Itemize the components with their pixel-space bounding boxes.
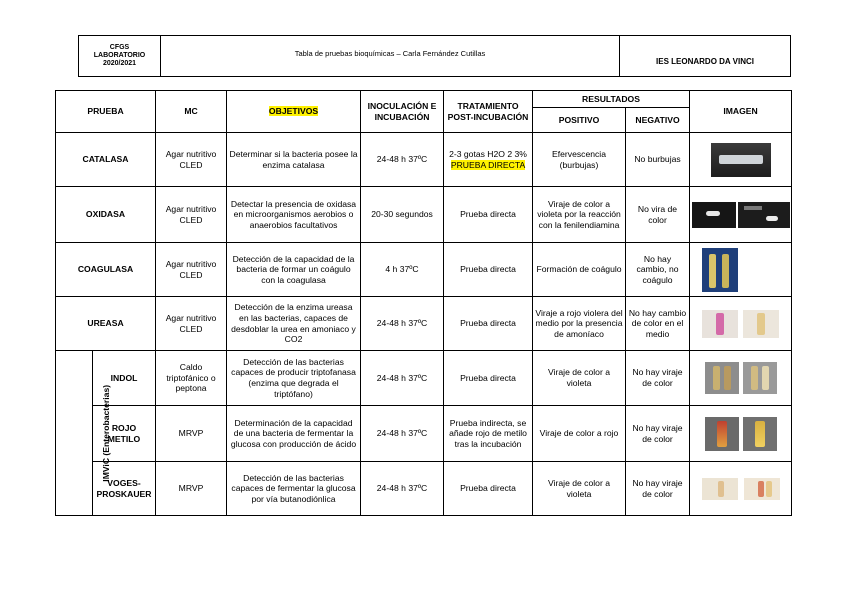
test-name: CATALASA bbox=[56, 133, 156, 187]
urease-positive-photo bbox=[702, 310, 738, 338]
objective: Detectar la presencia de oxidasa en microorganismos aerobios o anaerobios facultativos bbox=[227, 187, 361, 243]
biochemical-tests-table bbox=[55, 90, 792, 516]
image-cell bbox=[690, 462, 792, 516]
test-name: OXIDASA bbox=[56, 187, 156, 243]
positive-result: Viraje de color a violeta bbox=[533, 351, 626, 406]
col-prueba: PRUEBA bbox=[56, 91, 156, 133]
incubation: 20-30 segundos bbox=[361, 187, 444, 243]
col-resultados: RESULTADOS bbox=[533, 91, 690, 108]
col-objetivos bbox=[227, 91, 361, 133]
objective: Determinar si la bacteria posee la enzima catalasa bbox=[227, 133, 361, 187]
document-title: Tabla de pruebas bioquímicas – Carla Fernández Cutillas bbox=[161, 36, 620, 76]
negative-result: No hay viraje de color bbox=[626, 406, 690, 462]
test-name: UREASA bbox=[56, 297, 156, 351]
image-cell bbox=[690, 243, 792, 297]
objetivos-highlight: OBJETIVOS bbox=[268, 106, 319, 117]
culture-medium: Caldo triptofánico o peptona bbox=[156, 351, 227, 406]
treatment-text: 2-3 gotas H2O 2 3% bbox=[449, 148, 527, 159]
incubation: 24-48 h 37ºC bbox=[361, 133, 444, 187]
negative-result: No hay cambio, no coágulo bbox=[626, 243, 690, 297]
test-name: VOGES-PROSKAUER bbox=[93, 462, 156, 516]
table-row bbox=[56, 187, 792, 243]
methyl-red-negative-photo bbox=[743, 417, 777, 451]
negative-result: No burbujas bbox=[626, 133, 690, 187]
test-name: ROJO METILO bbox=[93, 406, 156, 462]
course-line-3: 2020/2021 bbox=[102, 60, 137, 67]
col-negativo: NEGATIVO bbox=[626, 108, 690, 133]
table-row bbox=[56, 351, 792, 406]
table-row bbox=[56, 133, 792, 187]
test-name: INDOL bbox=[93, 351, 156, 406]
treatment: Prueba directa bbox=[444, 297, 533, 351]
treatment: Prueba indirecta, se añade rojo de metilo tras la incubación bbox=[444, 406, 533, 462]
incubation: 24-48 h 37ºC bbox=[361, 351, 444, 406]
indol-photo-2 bbox=[743, 362, 777, 394]
table-row bbox=[56, 297, 792, 351]
culture-medium: MRVP bbox=[156, 462, 227, 516]
course-info bbox=[79, 36, 161, 76]
imvic-label-text: IMViC (Enterobacterias) bbox=[101, 384, 112, 482]
incubation: 24-48 h 37ºC bbox=[361, 406, 444, 462]
positive-result: Viraje de color a violeta bbox=[533, 462, 626, 516]
image-cell bbox=[690, 351, 792, 406]
voges-proskauer-photo-2 bbox=[744, 478, 780, 500]
positive-result: Viraje de color a violeta por la reacción con la fenilendiamina bbox=[533, 187, 626, 243]
culture-medium: Agar nutritivo CLED bbox=[156, 297, 227, 351]
col-inoculacion: INOCULACIÓN E INCUBACIÓN bbox=[361, 91, 444, 133]
image-cell bbox=[690, 133, 792, 187]
incubation: 24-48 h 37ºC bbox=[361, 462, 444, 516]
culture-medium: Agar nutritivo CLED bbox=[156, 243, 227, 297]
coagulase-photo bbox=[702, 248, 738, 292]
negative-result: No hay viraje de color bbox=[626, 351, 690, 406]
positive-result: Formación de coágulo bbox=[533, 243, 626, 297]
image-cell bbox=[690, 297, 792, 351]
positive-result: Viraje a rojo violera del medio por la presencia de amoníaco bbox=[533, 297, 626, 351]
treatment-highlight: PRUEBA DIRECTA bbox=[450, 159, 526, 170]
col-mc: MC bbox=[156, 91, 227, 133]
col-imagen: IMAGEN bbox=[690, 91, 792, 133]
test-name: COAGULASA bbox=[56, 243, 156, 297]
objective: Detección de la enzima ureasa en las bacterias, capaces de desdoblar la urea en amoniaco y CO2 bbox=[227, 297, 361, 351]
image-cell bbox=[690, 406, 792, 462]
incubation: 24-48 h 37ºC bbox=[361, 297, 444, 351]
incubation: 4 h 37ºC bbox=[361, 243, 444, 297]
course-line-2: LABORATORIO bbox=[93, 52, 146, 59]
culture-medium: MRVP bbox=[156, 406, 227, 462]
culture-medium: Agar nutritivo CLED bbox=[156, 187, 227, 243]
treatment bbox=[444, 133, 533, 187]
school-name: IES LEONARDO DA VINCI bbox=[656, 56, 754, 66]
treatment: Prueba directa bbox=[444, 243, 533, 297]
culture-medium: Agar nutritivo CLED bbox=[156, 133, 227, 187]
voges-proskauer-photo-1 bbox=[702, 478, 738, 500]
imvic-group-label bbox=[56, 351, 112, 516]
objective: Detección de las bacterias capaces de fermentar la glucosa por vía butanodiónlica bbox=[227, 462, 361, 516]
indol-photo-1 bbox=[705, 362, 739, 394]
oxidase-photo-1 bbox=[692, 202, 736, 228]
treatment: Prueba directa bbox=[444, 187, 533, 243]
table-row bbox=[56, 462, 792, 516]
course-line-1: CFGS bbox=[109, 44, 130, 51]
positive-result: Efervescencia (burbujas) bbox=[533, 133, 626, 187]
table-row bbox=[56, 406, 792, 462]
negative-result: No hay viraje de color bbox=[626, 462, 690, 516]
objective: Detección de las bacterias capaces de producir triptofanasa (enzima que degrada el triptófano) bbox=[227, 351, 361, 406]
document-header bbox=[78, 35, 791, 77]
oxidase-photo-2 bbox=[738, 202, 790, 228]
negative-result: No vira de color bbox=[626, 187, 690, 243]
objective: Detección de la capacidad de la bacteria de formar un coágulo con la coagulasa bbox=[227, 243, 361, 297]
treatment: Prueba directa bbox=[444, 462, 533, 516]
catalase-photo bbox=[711, 143, 771, 177]
col-positivo: POSITIVO bbox=[533, 108, 626, 133]
methyl-red-positive-photo bbox=[705, 417, 739, 451]
header-row-1 bbox=[56, 91, 792, 108]
treatment: Prueba directa bbox=[444, 351, 533, 406]
col-tratamiento: TRATAMIENTO POST-INCUBACIÓN bbox=[444, 91, 533, 133]
table-row bbox=[56, 243, 792, 297]
objective: Determinación de la capacidad de una bacteria de fermentar la glucosa con producción de ácido bbox=[227, 406, 361, 462]
positive-result: Viraje de color a rojo bbox=[533, 406, 626, 462]
negative-result: No hay cambio de color en el medio bbox=[626, 297, 690, 351]
image-cell bbox=[690, 187, 792, 243]
urease-negative-photo bbox=[743, 310, 779, 338]
